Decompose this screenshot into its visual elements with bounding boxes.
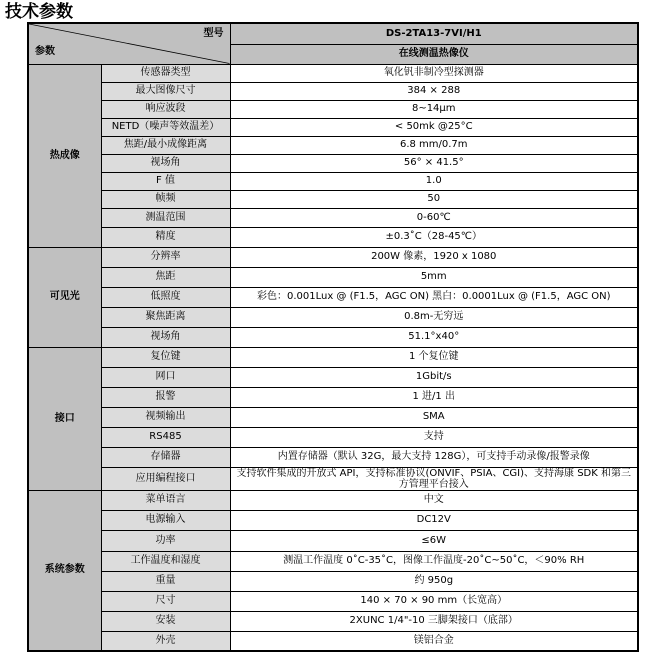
param-label: 焦距/最小成像距离 xyxy=(101,136,230,154)
table-row xyxy=(28,190,638,208)
param-label: 存储器 xyxy=(101,447,230,467)
param-label: 响应波段 xyxy=(101,100,230,118)
param-label: F 值 xyxy=(101,172,230,190)
table-row xyxy=(28,447,638,467)
param-value: 50 xyxy=(230,190,638,208)
section-label-interface: 接口 xyxy=(28,347,101,490)
param-label: NETD（噪声等效温差） xyxy=(101,118,230,136)
table-row xyxy=(28,467,638,490)
param-value: 140 × 70 × 90 mm（长宽高） xyxy=(230,591,638,611)
param-value: ±0.3˚C（28-45℃） xyxy=(230,227,638,247)
table-row xyxy=(28,611,638,631)
corner-model-label: 型号 xyxy=(203,28,224,39)
param-value: 1.0 xyxy=(230,172,638,190)
param-label: 分辨率 xyxy=(101,247,230,267)
table-row xyxy=(28,64,638,82)
param-label: 外壳 xyxy=(101,631,230,651)
param-label: 视频输出 xyxy=(101,407,230,427)
param-value: < 50mk @25°C xyxy=(230,118,638,136)
table-row xyxy=(28,227,638,247)
param-label: 视场角 xyxy=(101,327,230,347)
param-value: 1Gbit/s xyxy=(230,367,638,387)
param-value: 氧化钒非制冷型探测器 xyxy=(230,64,638,82)
param-value: 6.8 mm/0.7m xyxy=(230,136,638,154)
table-row xyxy=(28,490,638,510)
table-row xyxy=(28,154,638,172)
param-label: 电源输入 xyxy=(101,510,230,530)
table-row xyxy=(28,100,638,118)
table-row xyxy=(28,387,638,407)
param-value: 0.8m-无穷远 xyxy=(230,307,638,327)
param-value: 384 × 288 xyxy=(230,82,638,100)
table-row xyxy=(28,571,638,591)
param-label: 菜单语言 xyxy=(101,490,230,510)
table-row xyxy=(28,208,638,227)
table-row xyxy=(28,307,638,327)
param-label: 测温范围 xyxy=(101,208,230,227)
param-label: RS485 xyxy=(101,427,230,447)
param-label: 传感器类型 xyxy=(101,64,230,82)
table-row xyxy=(28,427,638,447)
param-label: 安装 xyxy=(101,611,230,631)
table-row xyxy=(28,591,638,611)
spec-table xyxy=(27,22,639,652)
table-row xyxy=(28,118,638,136)
section-label-system: 系统参数 xyxy=(28,490,101,651)
corner-param-label: 参数 xyxy=(35,46,55,57)
table-row xyxy=(28,551,638,571)
param-value: ≤6W xyxy=(230,530,638,551)
param-value: 中文 xyxy=(230,490,638,510)
param-label: 最大图像尺寸 xyxy=(101,82,230,100)
table-row xyxy=(28,530,638,551)
param-value: 内置存储器（默认 32G，最大支持 128G），可支持手动录像/报警录像 xyxy=(230,447,638,467)
table-row xyxy=(28,327,638,347)
table-row xyxy=(28,631,638,651)
param-value: 2XUNC 1/4"-10 三脚架接口（底部） xyxy=(230,611,638,631)
param-value: 支持 xyxy=(230,427,638,447)
param-value: 镁铝合金 xyxy=(230,631,638,651)
table-row xyxy=(28,136,638,154)
param-value: 测温工作温度 0˚C-35˚C，图像工作温度-20˚C~50˚C，＜90% RH xyxy=(230,551,638,571)
param-label: 功率 xyxy=(101,530,230,551)
param-value: 8~14μm xyxy=(230,100,638,118)
section-label-visible: 可见光 xyxy=(28,247,101,347)
param-label: 应用编程接口 xyxy=(101,467,230,490)
table-row xyxy=(28,267,638,287)
header-row-model xyxy=(28,23,638,44)
param-label: 低照度 xyxy=(101,287,230,307)
param-value: 1 进/1 出 xyxy=(230,387,638,407)
param-value: 51.1°x40° xyxy=(230,327,638,347)
document-title: 技术参数 xyxy=(5,2,73,22)
table-row xyxy=(28,247,638,267)
param-value: 彩色：0.001Lux @ (F1.5，AGC ON) 黑白：0.0001Lux @ (F1.5，AGC ON) xyxy=(230,287,638,307)
param-label: 聚焦距离 xyxy=(101,307,230,327)
param-label: 复位键 xyxy=(101,347,230,367)
param-label: 报警 xyxy=(101,387,230,407)
diagonal-divider-icon xyxy=(29,24,230,64)
param-label: 工作温度和湿度 xyxy=(101,551,230,571)
table-row xyxy=(28,407,638,427)
product-name: 在线测温热像仪 xyxy=(230,44,638,64)
table-row xyxy=(28,172,638,190)
param-label: 精度 xyxy=(101,227,230,247)
param-label: 帧频 xyxy=(101,190,230,208)
header-corner-cell xyxy=(28,23,230,64)
param-value: DC12V xyxy=(230,510,638,530)
param-label: 视场角 xyxy=(101,154,230,172)
param-label: 焦距 xyxy=(101,267,230,287)
table-row xyxy=(28,82,638,100)
param-value: 200W 像素，1920 x 1080 xyxy=(230,247,638,267)
param-value: 5mm xyxy=(230,267,638,287)
param-value: 约 950g xyxy=(230,571,638,591)
param-value: SMA xyxy=(230,407,638,427)
param-value: 支持软件集成的开放式 API，支持标准协议(ONVIF、PSIA、CGI)、支持海康 SDK 和第三方管理平台接入 xyxy=(230,467,638,490)
table-row xyxy=(28,510,638,530)
table-row xyxy=(28,347,638,367)
param-value: 0-60℃ xyxy=(230,208,638,227)
section-label-thermal: 热成像 xyxy=(28,64,101,247)
param-label: 网口 xyxy=(101,367,230,387)
param-label: 尺寸 xyxy=(101,591,230,611)
param-value: 56° × 41.5° xyxy=(230,154,638,172)
param-value: 1 个复位键 xyxy=(230,347,638,367)
table-row xyxy=(28,287,638,307)
table-row xyxy=(28,367,638,387)
param-label: 重量 xyxy=(101,571,230,591)
model-number: DS-2TA13-7VI/H1 xyxy=(230,23,638,44)
